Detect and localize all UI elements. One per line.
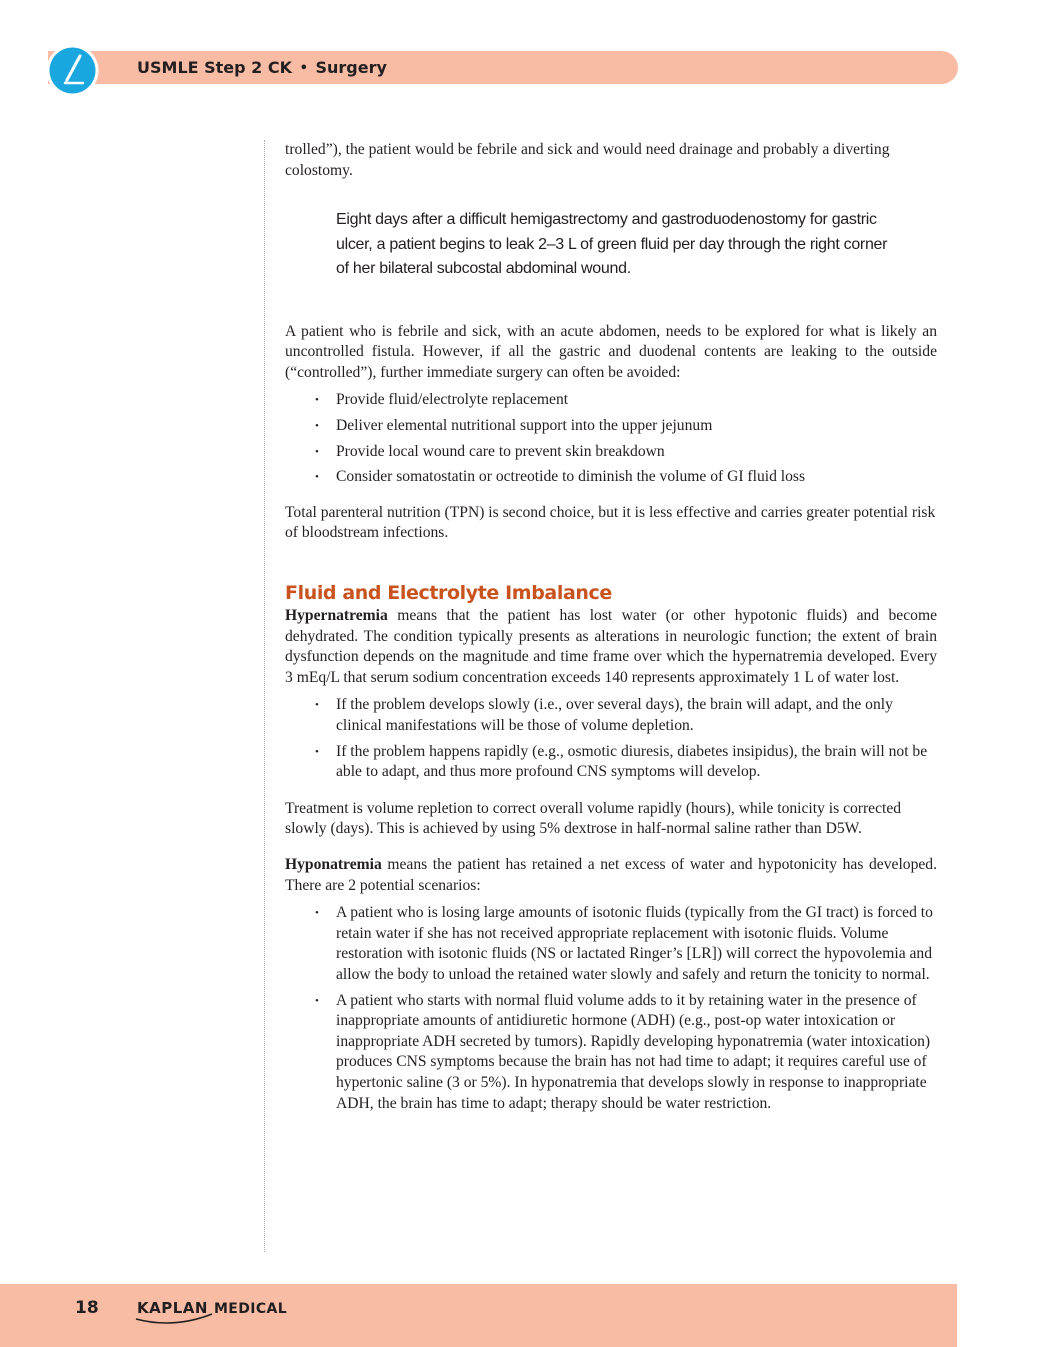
hypernatremia-text: means that the patient has lost water (or other hypotonic fluids) and become dehydrated. The condition typically presents as alterations in neurologic function; the extent of brain dysfunction depends on the magnitude and time frame over which the hypernatremia developed. Every 3 mEq/L that serum sodium concentration exceeds 140 represents approximately 1 L of water lost. — [285, 607, 937, 686]
hypernatremia-term: Hypernatremia — [285, 607, 388, 625]
list-item: • Provide local wound care to prevent skin breakdown — [285, 442, 937, 463]
hypernatremia-bullet-list — [285, 695, 937, 782]
fistula-paragraph: A patient who is febrile and sick, with an acute abdomen, needs to be explored for what is likely an uncontrolled fistula. However, if all the gastric and duodenal contents are leaking to the outside (“controlled”), further immediate surgery can often be avoided: — [285, 322, 937, 381]
tpn-paragraph: Total parenteral nutrition (TPN) is second choice, but it is less effective and carries greater potential risk of bloodstream infections. — [285, 503, 936, 542]
running-header — [137, 58, 387, 77]
hyponatremia-term: Hyponatremia — [285, 855, 382, 873]
hyponatremia-bullet-list — [285, 903, 937, 1114]
page-number: 18 — [75, 1298, 99, 1318]
brand-name: KAPLAN — [137, 1299, 208, 1317]
brand-swoosh-icon — [134, 1311, 220, 1327]
book-title: USMLE Step 2 CK — [137, 58, 293, 77]
hyponatremia-paragraph — [285, 855, 937, 896]
hypernatremia-paragraph — [285, 606, 937, 688]
list-item: • If the problem develops slowly (i.e., over several days), the brain will adapt, and the only clinical manifestations will be those of volume depletion. — [285, 695, 937, 736]
clinical-case: Eight days after a difficult hemigastrectomy and gastroduodenostomy for gastric ulcer, a patient begins to leak 2–3 L of green fluid per day through the right corner of her bilateral subcostal abdominal wound. — [336, 211, 888, 278]
intro-paragraph: trolled”), the patient would be febrile and sick and would need drainage and probably a diverting colostomy. — [285, 141, 890, 179]
margin-dotted-rule — [264, 140, 265, 1252]
list-item: • A patient who is losing large amounts of isotonic fluids (typically from the GI tract) is forced to retain water if she has not received appropriate replacement with isotonic fluids. Volume restoration with isotonic fluids (NS or lactated Ringer’s [LR]) will correct the hypovolemia and allow the body to unload the retained water slowly and safely and return the tonicity to normal. — [285, 903, 937, 985]
brand-suffix: MEDICAL — [213, 1301, 288, 1317]
list-item: • Consider somatostatin or octreotide to diminish the volume of GI fluid loss — [285, 467, 937, 488]
treatment-paragraph: Treatment is volume repletion to correct overall volume rapidly (hours), while tonicity is corrected slowly (days). This is achieved by using 5% dextrose in half-normal saline rather than D5W. — [285, 799, 902, 838]
section-heading: Fluid and Electrolyte Imbalance — [285, 582, 612, 605]
list-item: • Provide fluid/electrolyte replacement — [285, 390, 937, 411]
list-item: • If the problem happens rapidly (e.g., osmotic diuresis, diabetes insipidus), the brain will not be able to adapt, and thus more profound CNS symptoms will develop. — [285, 742, 937, 783]
subject-title: Surgery — [315, 58, 387, 77]
fistula-bullet-list — [285, 390, 937, 487]
list-item: • Deliver elemental nutritional support into the upper jejunum — [285, 416, 937, 437]
hyponatremia-text: means the patient has retained a net excess of water and hypotonicity has developed. There are 2 potential scenarios: — [285, 855, 937, 894]
list-item: • A patient who starts with normal fluid volume adds to it by retaining water in the presence of inappropriate amounts of antidiuretic hormone (ADH) (e.g., post-op water intoxication or inappropriate ADH secreted by tumors). Rapidly developing hyponatremia (water intoxication) produces CNS symptoms because the brain has not had time to adapt; it requires careful use of hypertonic saline (3 or 5%). In hyponatremia that develops slowly in response to inappropriate ADH, the brain has time to adapt; therapy should be water restriction. — [285, 991, 937, 1115]
header-separator: • — [299, 61, 308, 76]
pen-circle-icon — [45, 43, 100, 98]
page-content — [285, 140, 937, 1119]
